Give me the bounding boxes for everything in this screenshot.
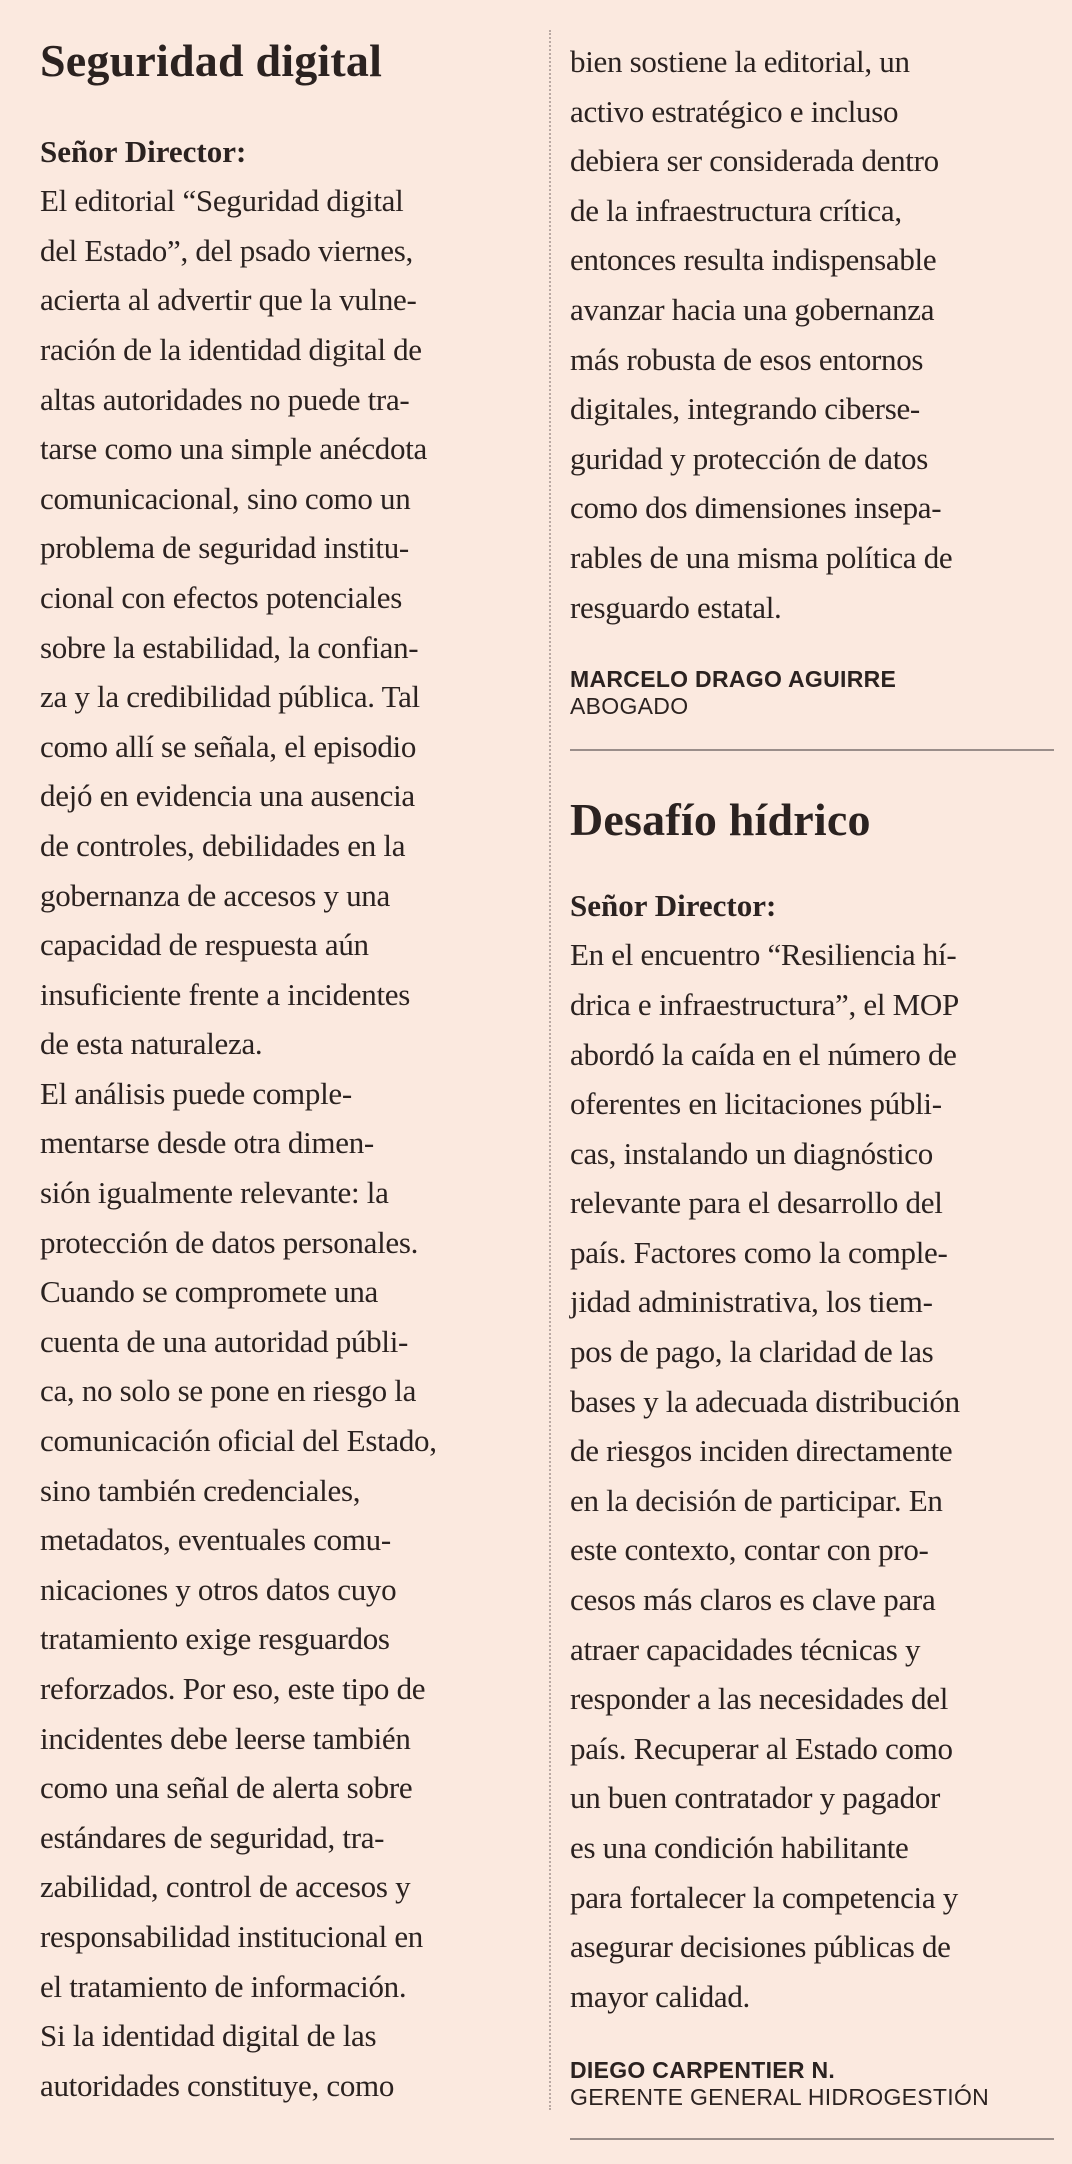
column-divider (549, 30, 551, 2110)
letter-salutation: Señor Director: (40, 133, 247, 169)
signature-role: GERENTE GENERAL HIDROGESTIÓN (570, 2084, 990, 2111)
letter-paragraph-continuation: bien sostiene la editorial, un activo estratégico e incluso debiera ser considerada dentro de la infraestructura crítica, entonces resulta indispensable avanzar hacia una gobernanza más robusta de esos entornos digitales, integrando ciberse- guridad y protección de datos como dos dimensiones insepa- rables de una misma política de resguardo estatal. (570, 44, 953, 625)
letter-title: Desafío hídrico (570, 794, 871, 846)
letter-paragraph: Si la identidad digital de las autoridades constituye, como (40, 2018, 395, 2103)
signature-role: ABOGADO (570, 693, 689, 720)
letter-title: Seguridad digital (40, 35, 383, 86)
letter-paragraph: El análisis puede comple- mentarse desde otra dimen- sión igualmente relevante: la protección de datos personales. Cuando se compromete una cuenta de una autoridad públi- ca, no solo se pone en riesgo la comunicación oficial del Estado, sino también credenciales, metadatos, eventuales comu- nicaciones y otros datos cuyo tratamiento exige resguardos reforzados. Por eso, este tipo de incidentes debe leerse también como una señal de alerta sobre estándares de seguridad, tra- zabilidad, control de accesos y responsabilidad institucional en el tratamiento de información. (40, 1075, 437, 2004)
section-rule (570, 749, 1054, 751)
letter-paragraph: El editorial “Seguridad digital del Estado”, del psado viernes, acierta al advertir que la vulne- ración de la identidad digital de altas autoridades no puede tra- tarse como una simple anécdota comunicacional, sino como un problema de seguridad institu- cional con efectos potenciales sobre la estabilidad, la confian- za y la credibilidad pública. Tal como allí se señala, el episodio dejó en evidencia una ausencia de controles, debilidades en la gobernanza de accesos y una capacidad de respuesta aún insuficiente frente a incidentes de esta naturaleza. (40, 183, 427, 1062)
letter-paragraph: En el encuentro “Resiliencia hí- drica e infraestructura”, el MOP abordó la caída en el número de oferentes en licitaciones públi- cas, instalando un diagnóstico relevante para el desarrollo del país. Factores como la comple- jidad administrativa, los tiem- pos de pago, la claridad de las bases y la adecuada distribución de riesgos inciden directamente en la decisión de participar. En este contexto, contar con pro- cesos más claros es clave para atraer capacidades técnicas y responder a las necesidades del país. Recuperar al Estado como un buen contratador y pagador es una condición habilitante para fortalecer la competencia y asegurar decisiones públicas de mayor calidad. (570, 937, 960, 2014)
letter-salutation: Señor Director: (570, 887, 777, 923)
letter-signature (570, 2056, 1054, 2110)
letter-signature (570, 665, 1054, 719)
signature-name: DIEGO CARPENTIER N. (570, 2057, 836, 2084)
section-rule (570, 2138, 1054, 2140)
right-column (570, 0, 1054, 2140)
left-column (40, 0, 534, 2110)
signature-name: MARCELO DRAGO AGUIRRE (570, 666, 897, 693)
